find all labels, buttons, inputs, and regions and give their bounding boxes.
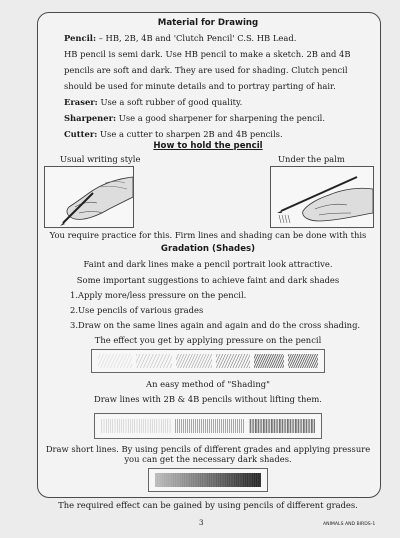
hand-palm-icon: [271, 167, 373, 227]
eraser-label: Eraser:: [64, 97, 98, 107]
pressure-effect: The effect you get by applying pressure on the pencil: [94, 335, 322, 345]
short-lines-1: Draw short lines. By using pencils of different grades and applying pressure: [45, 444, 371, 454]
left-caption: Usual writing style: [60, 154, 141, 164]
practice-note: You require practice for this. Firm lines and shading can be done with this: [49, 230, 367, 240]
right-caption: Under the palm: [278, 154, 345, 164]
hold-heading: How to hold the pencil: [153, 141, 263, 151]
hand-writing-icon: [45, 167, 133, 227]
series-label: ANIMALS AND BIRDS-1: [323, 522, 376, 527]
pencil-desc-1: HB pencil is semi dark. Use HB pencil to make a sketch. 2B and 4B: [64, 49, 351, 59]
short-lines-swatch: [149, 469, 267, 491]
gradation-intro: Faint and dark lines make a pencil portrait look attractive.: [83, 259, 333, 269]
continuous-lines-swatches: [95, 414, 321, 438]
suggestion-3: 3.Draw on the same lines again and again and do the cross shading.: [70, 320, 361, 330]
continuous-lines-strip: [94, 413, 322, 439]
suggestion-1: 1.Apply more/less pressure on the pencil.: [70, 290, 247, 300]
pressure-shading-swatches: [92, 350, 324, 372]
short-lines-strip: [148, 468, 268, 492]
page-number: 3: [199, 519, 204, 527]
under-palm-illustration: [270, 166, 374, 228]
pencil-label: Pencil:: [64, 33, 97, 43]
suggestion-2: 2.Use pencils of various grades: [70, 305, 204, 315]
eraser-line: [64, 97, 242, 107]
pencil-text: – HB, 2B, 4B and 'Clutch Pencil' C.S. HB Lead.: [96, 33, 297, 43]
gradation-suggest: Some important suggestions to achieve faint and dark shades: [76, 275, 340, 285]
pencil-desc-3: should be used for minute details and to portray parting of hair.: [64, 81, 336, 91]
eraser-text: Use a soft rubber of good quality.: [97, 97, 243, 107]
cutter-line: [64, 129, 283, 139]
material-heading: Material for Drawing: [157, 18, 259, 28]
cutter-label: Cutter:: [64, 129, 98, 139]
pressure-shading-strip: [91, 349, 325, 373]
sharpener-label: Sharpener:: [64, 113, 117, 123]
sharpener-text: Use a good sharpener for sharpening the pencil.: [116, 113, 325, 123]
cutter-text: Use a cutter to sharpen 2B and 4B pencils.: [97, 129, 283, 139]
draw-lines-note: Draw lines with 2B & 4B pencils without lifting them.: [94, 394, 322, 404]
required-effect: The required effect can be gained by using pencils of different grades.: [58, 500, 358, 510]
short-lines-2: you can get the necessary dark shades.: [124, 454, 292, 464]
pencil-desc-2: pencils are soft and dark. They are used for shading. Clutch pencil: [64, 65, 348, 75]
writing-style-illustration: [44, 166, 134, 228]
easy-method: An easy method of "Shading": [146, 379, 270, 389]
sharpener-line: [64, 113, 325, 123]
pencil-line: [64, 33, 296, 43]
gradation-heading: Gradation (Shades): [160, 244, 256, 254]
